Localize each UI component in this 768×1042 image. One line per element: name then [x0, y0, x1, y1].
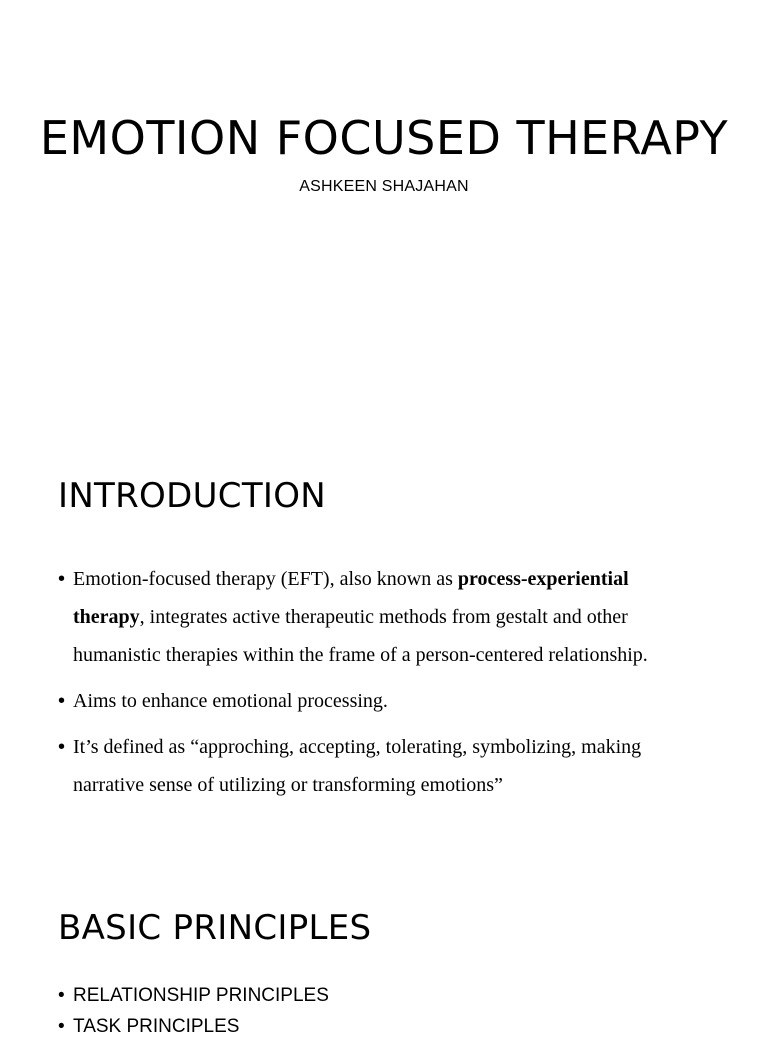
author-name: ASHKEEN SHAJAHAN	[299, 178, 469, 195]
title-slide	[0, 112, 768, 196]
list-item	[58, 1011, 698, 1042]
bullet-text: , integrates active therapeutic methods from gestalt and other humanistic therapies within the frame of a person-centered relationship.	[73, 606, 648, 666]
bullet-text: It’s defined as “approching, accepting, tolerating, symbolizing, making narrative sense of utilizing or transforming emotions”	[73, 736, 642, 796]
introduction-heading: INTRODUCTION	[58, 476, 327, 516]
basic-principles-heading: BASIC PRINCIPLES	[58, 908, 372, 948]
list-item	[58, 560, 698, 674]
document-title: EMOTION FOCUSED THERAPY	[39, 111, 729, 165]
basic-principles-list	[58, 980, 698, 1042]
list-item	[58, 980, 698, 1011]
bullet-text: TASK PRINCIPLES	[73, 1016, 240, 1037]
list-item	[58, 728, 698, 804]
bullet-text: Aims to enhance emotional processing.	[73, 690, 388, 712]
bullet-text: Emotion-focused therapy (EFT), also known as	[73, 568, 458, 590]
bullet-bold-text: process-experiential therapy	[73, 568, 629, 628]
introduction-bullet-list	[58, 560, 698, 812]
list-item	[58, 682, 698, 720]
bullet-text: RELATIONSHIP PRINCIPLES	[73, 985, 329, 1006]
